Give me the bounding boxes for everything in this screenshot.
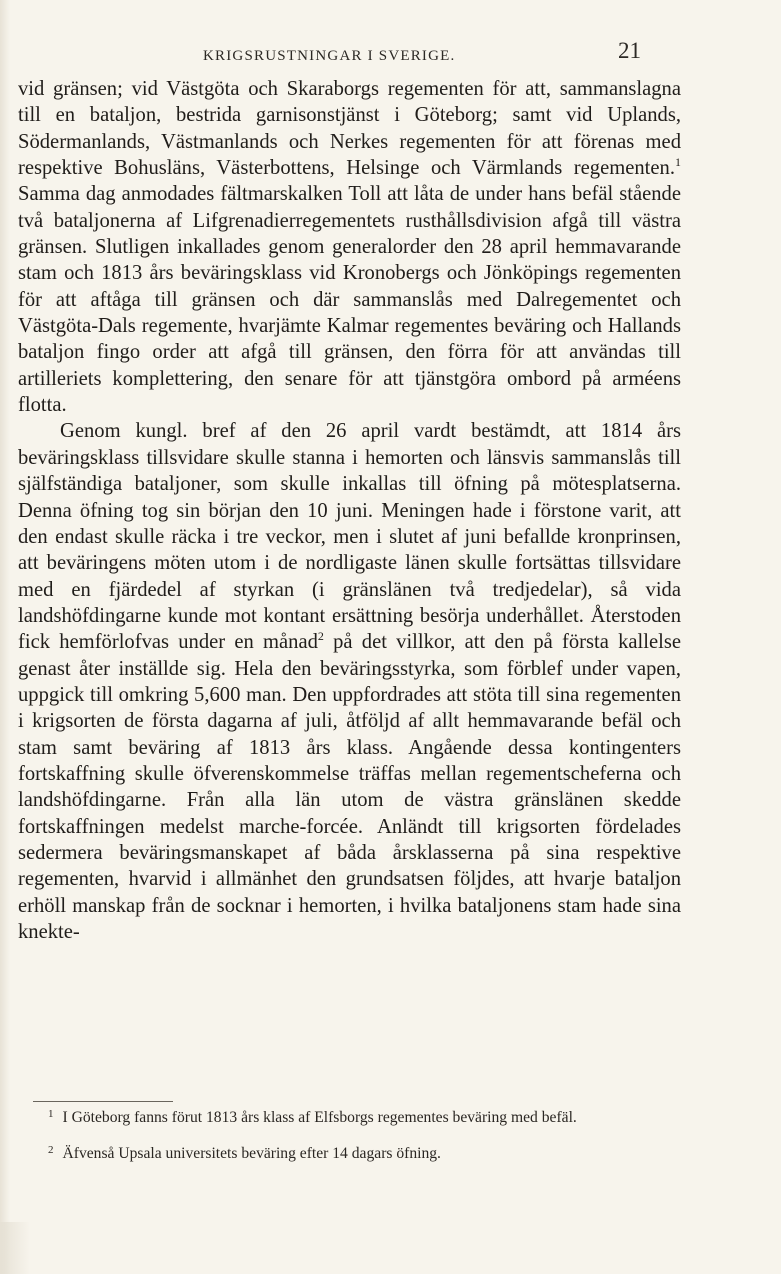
paragraph-1-text-a: vid gränsen; vid Västgöta och Skaraborgs regementen för att, sammanslagna till en bataljon, bestrida garnisonstjänst i Göteborg; samt vid Uplands, Södermanlands, Västmanlands och Nerkes regementen för att förenas med respektive Bohusläns, Västerbottens, Helsinge och Värmlands regementen. [18, 78, 681, 180]
page-corner-shadow [0, 1222, 30, 1274]
footnotes [31, 1104, 685, 1164]
page-edge-shadow [0, 0, 10, 1274]
page-number: 21 [618, 38, 641, 63]
footnote-1-number: 1 [48, 1108, 54, 1120]
body-text [18, 76, 681, 945]
footnote-reference-2: 2 [317, 629, 324, 644]
paragraph-2 [18, 418, 681, 945]
paragraph-1-text-b: Samma dag anmodades fältmarskalken Toll att låta de under hans befäl stående två bataljonerna af Lifgrenadierregementets rusthållsdivision afgå till västra gränsen. Slutligen inkallades genom generalorder den 28 april hemmavarande stam och 1813 års beväringsklass vid Kronobergs och Jönköpings regementen för att aftåga till gränsen och där sammanslås med Dalregementet och Västgöta-Dals regemente, hvarjämte Kalmar regementes beväring och Hallands bataljon fingo order att afgå till gränsen, den förra för att användas till artilleriets komplettering, den senare för att tjänstgöra ombord på arméens flotta. [18, 183, 681, 417]
paragraph-2-text-a: Genom kungl. bref af den 26 april vardt bestämdt, att 1814 års beväringsklass tillsvidare skulle stanna i hemorten och länsvis sammanslås till själfständiga bataljoner, som skulle inkallas till öfning på mötesplatserna. Denna öfning tog sin början den 10 juni. Meningen hade i förstone varit, att den endast skulle räcka i tre veckor, men i slutet af juni befallde kronprinsen, att beväringens möten utom i de nordligaste länen skulle fortsättas tillsvidare med en fjärdedel af styrkan (i gränslänen två tredjedelar), så vida landshöfdingarne kunde mot kontant ersättning besörja underhållet. Återstoden fick hemförlofvas under en månad [18, 420, 681, 654]
page-header [0, 38, 781, 68]
footnote-divider [33, 1101, 173, 1102]
footnote-2 [31, 1140, 685, 1164]
footnote-1-text: I Göteborg fanns förut 1813 års klass af Elfsborgs regementes beväring med befäl. [62, 1109, 577, 1126]
footnote-1 [31, 1104, 685, 1128]
running-head: KRIGSRUSTNINGAR I SVERIGE. [203, 48, 456, 64]
footnote-2-number: 2 [48, 1144, 54, 1156]
footnote-reference-1: 1 [675, 155, 681, 170]
paragraph-1 [18, 76, 681, 418]
paragraph-2-text-b: på det villkor, att den på första kallelse genast åter inställde sig. Hela den beväringsstyrka, som förblef under vapen, uppgick till omkring 5,600 man. Den uppfordrades att stöta till sina regementen i krigsorten de första dagarna af juli, åtföljd af allt hemmavarande befäl och stam samt beväring af 1813 års klass. Angående dessa kontingenters fortskaffning skulle öfverenskommelse träffas mellan regementscheferna och landshöfdingarne. Från alla län utom de västra gränslänen skedde fortskaffningen medelst marche-forcée. Anländt till krigsorten fördelades sedermera beväringsmanskapet af båda årsklasserna på sina respektive regementen, hvarvid i allmänhet den grundsatsen följdes, att hvarje bataljon erhöll manskap från de socknar i hemorten, i hvilka bataljonens stam hade sina knekte- [18, 631, 681, 943]
footnote-2-text: Äfvenså Upsala universitets beväring efter 14 dagars öfning. [62, 1145, 441, 1162]
